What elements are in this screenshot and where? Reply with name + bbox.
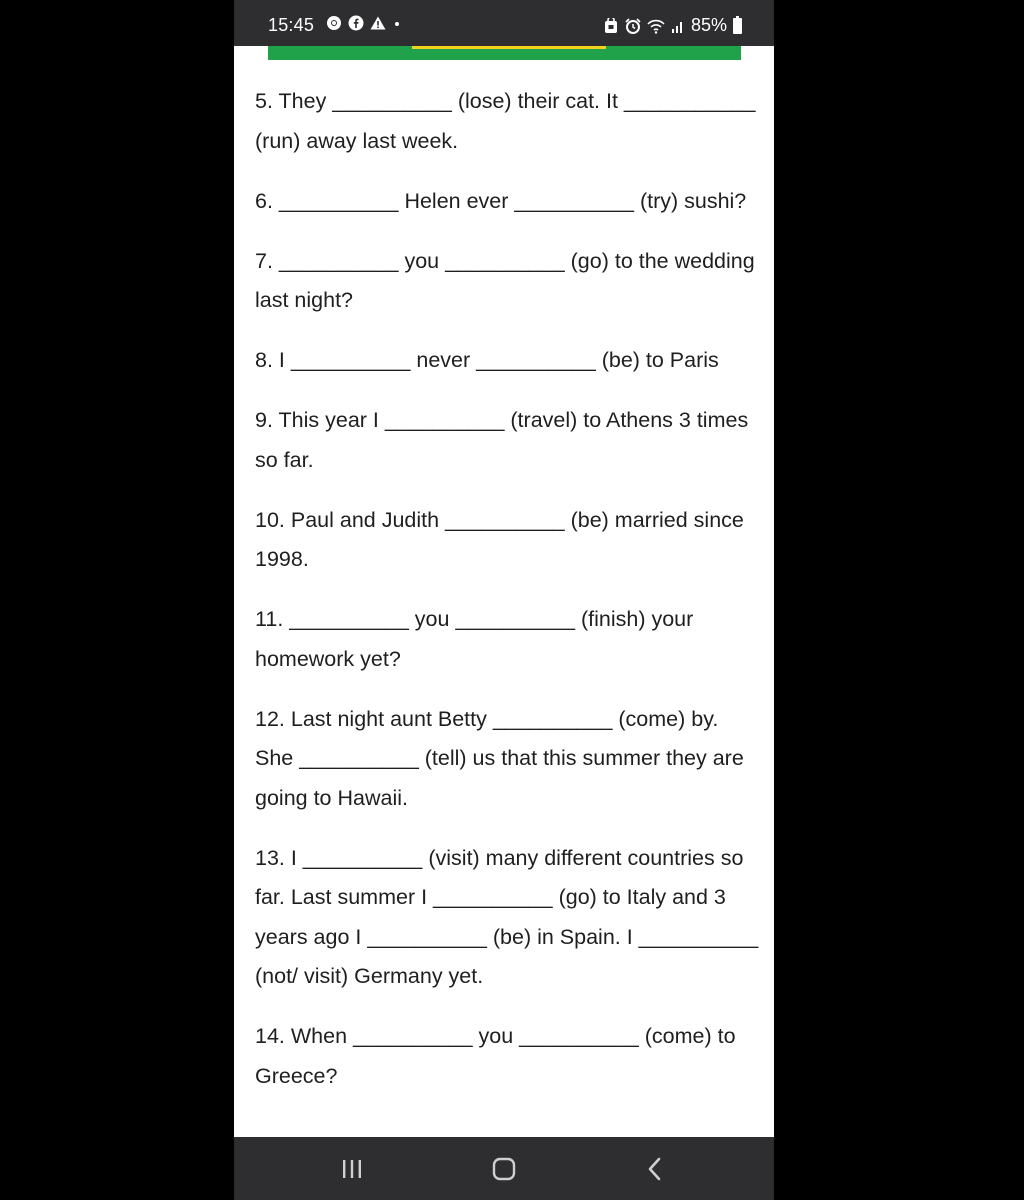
battery-percentage: 85% (690, 15, 727, 35)
dot-icon (392, 15, 402, 31)
status-bar (234, 0, 774, 46)
exercise-item-6: 6. __________ Helen ever __________ (try) sushi? (255, 188, 747, 213)
exercise-item-9: 9. This year I __________ (travel) to Athens 3 times so far. (255, 408, 749, 472)
exercise-item-7: 7. __________ you __________ (go) to the wedding last night? (255, 248, 755, 312)
status-notification-icons (326, 15, 402, 31)
battery-icon (733, 18, 742, 34)
exercise-item-12: 12. Last night aunt Betty __________ (come) by. She __________ (tell) us that this summer they are going to Hawaii. (255, 706, 744, 810)
exercise-item-11: 11. __________ you __________ (finish) your homework yet? (255, 607, 694, 671)
status-time: 15:45 (268, 15, 315, 35)
status-system-icons (603, 15, 742, 36)
banner-stripe (412, 46, 606, 49)
exercise-item-14: 14. When __________ you __________ (come) to Greece? (255, 1024, 736, 1088)
signal-icon (671, 18, 685, 34)
exercise-item-13: 13. I __________ (visit) many different countries so far. Last summer I __________ (go) to Italy and 3 years ago I __________ (be) in Spain. I __________ (not/ visit) Germany yet. (255, 845, 759, 988)
facebook-icon (348, 15, 364, 31)
page-header-banner (268, 46, 741, 60)
phone-screen (234, 0, 774, 1200)
exercise-item-8: 8. I __________ never __________ (be) to Paris (255, 348, 719, 372)
navigation-bar (234, 1137, 774, 1200)
recent-apps-icon[interactable] (337, 1155, 367, 1183)
back-icon[interactable] (640, 1155, 670, 1183)
alert-icon (370, 15, 386, 31)
alarm-icon (625, 18, 641, 34)
chrome-icon (326, 15, 342, 31)
exercise-item-10: 10. Paul and Judith __________ (be) married since 1998. (255, 507, 744, 571)
exercise-list (255, 82, 760, 1117)
home-icon[interactable] (489, 1155, 519, 1183)
wifi-icon (647, 18, 665, 34)
lock-icon (603, 18, 619, 34)
exercise-item-5: 5. They __________ (lose) their cat. It ___________ (run) away last week. (255, 89, 756, 153)
